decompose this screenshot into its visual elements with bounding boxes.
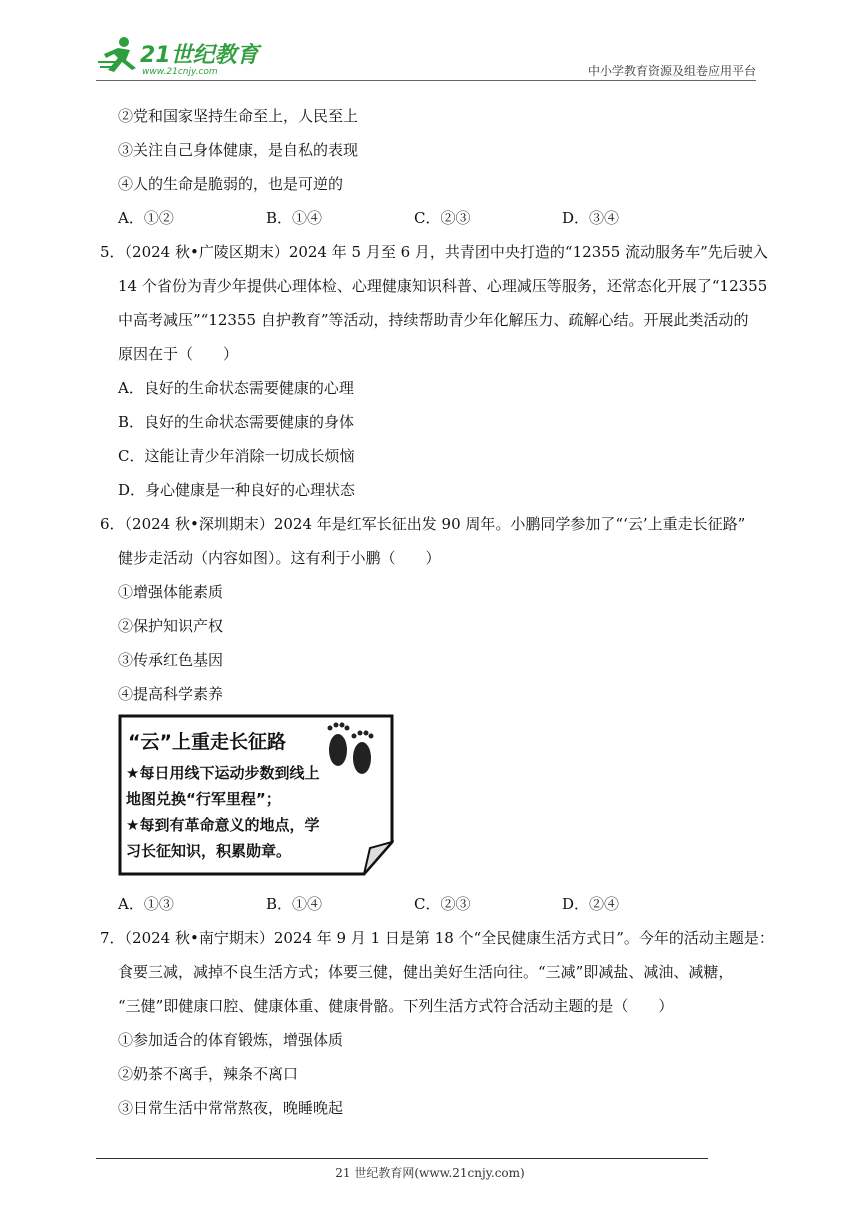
q6-stem-line-1: 6．（2024 秋•深圳期末）2024 年是红军长征出发 90 周年。小鹏同学参加了“‘云’上重走长征路” bbox=[100, 515, 746, 533]
poster-line-1: ★每日用线下运动步数到线上 bbox=[126, 764, 320, 782]
poster-title: “云”上重走长征路 bbox=[128, 731, 286, 753]
poster-line-4: 习长征知识，积累勋章。 bbox=[126, 842, 292, 860]
option-b[interactable]: B．①④ bbox=[266, 209, 323, 227]
option-d[interactable]: D．②④ bbox=[562, 895, 620, 913]
q5-stem-line-3: 中高考减压”“12355 自护教育”等活动，持续帮助青少年化解压力、疏解心结。开展此类活动的 bbox=[118, 311, 749, 329]
q7-item-2: ②奶茶不离手，辣条不离口 bbox=[118, 1065, 299, 1083]
q7-item-1: ①参加适合的体育锻炼，增强体质 bbox=[118, 1031, 344, 1049]
q5-option-a[interactable]: A．良好的生命状态需要健康的心理 bbox=[118, 379, 354, 397]
q7-stem-line-1: 7．（2024 秋•南宁期末）2024 年 9 月 1 日是第 18 个“全民健康生活方式日”。今年的活动主题是： bbox=[100, 929, 774, 947]
platform-name: 中小学教育资源及组卷应用平台 bbox=[587, 64, 756, 78]
q5-stem-line-2: 14 个省份为青少年提供心理体检、心理健康知识科普、心理减压等服务，还常态化开展了“12355 bbox=[118, 277, 768, 295]
q5-stem-line-1: 5．（2024 秋•广陵区期末）2024 年 5 月至 6 月，共青团中央打造的“12355 流动服务车”先后驶入 bbox=[100, 243, 768, 261]
q4-item-2: ②党和国家坚持生命至上，人民至上 bbox=[118, 107, 359, 125]
q6-stem-line-2: 健步走活动（内容如图）。这有利于小鹏（ ） bbox=[118, 549, 441, 567]
q6-item-1: ①增强体能素质 bbox=[118, 583, 224, 601]
q5-stem-line-4: 原因在于（ ） bbox=[118, 345, 239, 363]
footer-text[interactable]: 21 世纪教育网(www.21cnjy.com) bbox=[335, 1166, 525, 1180]
q7-stem-line-2: 食要三减，减掉不良生活方式；体要三健，健出美好生活向往。“三减”即减盐、减油、减糖， bbox=[118, 963, 734, 981]
option-a[interactable]: A．①② bbox=[118, 209, 174, 227]
q7-item-3: ③日常生活中常常熬夜，晚睡晚起 bbox=[118, 1099, 344, 1117]
q7-stem-line-3: “三健”即健康口腔、健康体重、健康骨骼。下列生活方式符合活动主题的是（ ） bbox=[118, 997, 674, 1015]
long-march-poster bbox=[118, 714, 394, 876]
poster-line-2: 地图兑换“行军里程”； bbox=[126, 790, 281, 808]
site-logo bbox=[96, 32, 266, 80]
q5-option-d[interactable]: D．身心健康是一种良好的心理状态 bbox=[118, 481, 356, 499]
q5-option-b[interactable]: B．良好的生命状态需要健康的身体 bbox=[118, 413, 355, 431]
option-d[interactable]: D．③④ bbox=[562, 209, 620, 227]
runner-icon bbox=[98, 37, 136, 72]
header-divider bbox=[96, 80, 756, 81]
logo-url: www.21cnjy.com bbox=[142, 67, 218, 77]
q6-options bbox=[0, 894, 860, 914]
poster-line-3: ★每到有革命意义的地点，学 bbox=[126, 816, 320, 834]
footer-divider bbox=[96, 1158, 708, 1159]
option-c[interactable]: C．②③ bbox=[414, 895, 471, 913]
q4-item-4: ④人的生命是脆弱的，也是可逆的 bbox=[118, 175, 344, 193]
q6-item-4: ④提高科学素养 bbox=[118, 685, 224, 703]
option-b[interactable]: B．①④ bbox=[266, 895, 323, 913]
q6-item-3: ③传承红色基因 bbox=[118, 651, 224, 669]
logo-text: 21世纪教育 bbox=[140, 43, 259, 68]
q5-option-c[interactable]: C．这能让青少年消除一切成长烦恼 bbox=[118, 447, 355, 465]
option-a[interactable]: A．①③ bbox=[118, 895, 174, 913]
q4-item-3: ③关注自己身体健康，是自私的表现 bbox=[118, 141, 359, 159]
q6-item-2: ②保护知识产权 bbox=[118, 617, 224, 635]
option-c[interactable]: C．②③ bbox=[414, 209, 471, 227]
q4-options bbox=[0, 208, 860, 228]
